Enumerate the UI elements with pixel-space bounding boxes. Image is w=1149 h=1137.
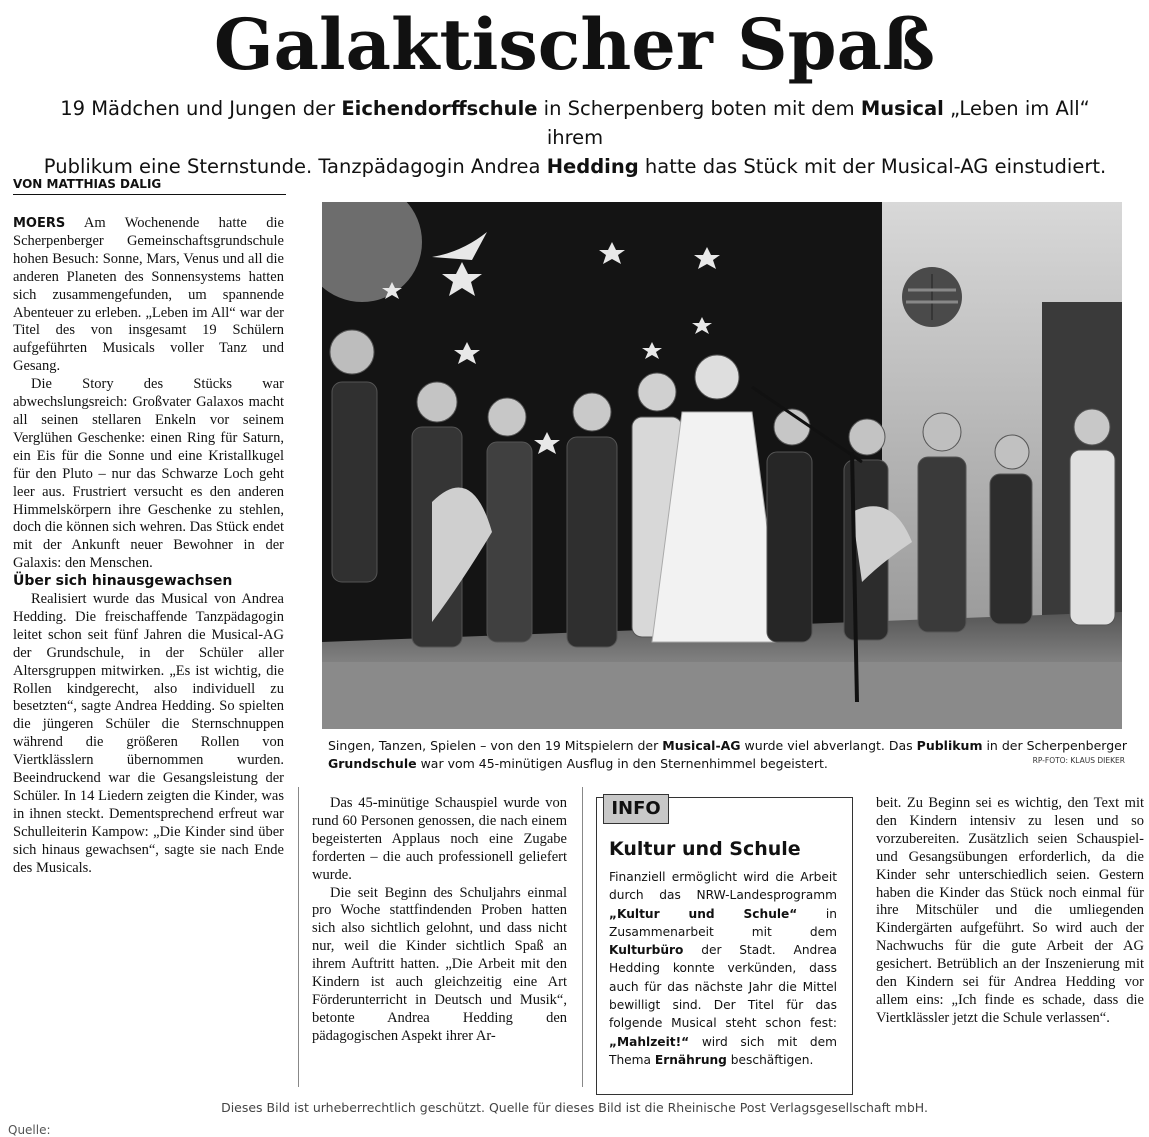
caption-bold: Publikum <box>916 738 983 753</box>
info-box <box>596 797 853 1095</box>
deck-bold: Eichendorffschule <box>341 97 538 120</box>
info-bold: Ernährung <box>654 1052 727 1067</box>
info-text-part: beschäftigen. <box>726 1052 814 1067</box>
copyright-notice: Dieses Bild ist urheberrechtlich geschützt. Quelle für dieses Bild ist die Rheinische Post Verlagsgesellschaft mbH. <box>221 1100 928 1115</box>
photo-caption <box>328 737 1128 773</box>
deck-text: 19 Mädchen und Jungen der <box>60 97 342 120</box>
paragraph: Die Story des Stücks war abwechslungsreich: Großvater Galaxos macht all seinen stellaren Enkeln vor seinem Verglühen Geschenke: einen Ring für Saturn, ein Eis für die Sonne und eine Kristallkugel für den Pluto – nur das Schwarze Loch geht leer aus. Frustriert versucht es den anderen Himmelskörpern ihre Geschenke zu stehlen, doch die können sich wehren. Das Stück endet mit der Ankunft neuer Bewohner in der Galaxis: den Menschen. <box>13 376 284 572</box>
paragraph: Realisiert wurde das Musical von Andrea Hedding. Die freischaffende Tanzpädagogin leitet schon seit fünf Jahren die Musical-AG der Grundschule, in der Schüler aller Altersgruppen mitwirken. „Es ist wichtig, die Rollen kindgerecht, also individuell zu besetzten“, sagte Andrea Hedding. So spielten die jüngeren Schüler die Sternschnuppen während die größeren Rollen von Viertklässlern übernommen wurden. Beeindruckend war die Gesangsleistung der Schüler. In 14 Liedern zeigten die Kinder, was in ihnen steckt. Dementsprechend erfreut war Schulleiterin Kampow: „Die Kinder sind über sich hinaus gewachsen“, sagte sie nach Ende des Musicals. <box>13 591 284 876</box>
deck-bold: Musical <box>860 97 944 120</box>
caption-bold: Grundschule <box>328 756 417 771</box>
byline: VON MATTHIAS DALIG <box>13 177 286 195</box>
deck-bold: Hedding <box>546 155 639 178</box>
source-label: Quelle: <box>8 1123 51 1137</box>
info-text <box>609 868 837 1069</box>
deck-text: hatte das Stück mit der Musical-AG einstudiert. <box>638 155 1107 178</box>
deck-text: in Scherpenberg boten mit dem <box>537 97 861 120</box>
photo-credit: RP-FOTO: KLAUS DIEKER <box>1032 756 1125 765</box>
stage-photo-illustration <box>322 202 1122 729</box>
article-column-4 <box>876 795 1144 1028</box>
stage-photo <box>322 202 1122 729</box>
caption-text: Singen, Tanzen, Spielen – von den 19 Mitspielern der <box>328 738 663 753</box>
paragraph-text: Am Wochenende hatte die Scherpenberger Gemeinschaftsgrundschule hohen Besuch: Sonne, Mars, Venus und all die anderen Planeten des Sonnensystems hatten sich zusammengefunden, um spannende Abenteuer zu erleben. „Leben im All“ war der Titel des von insgesamt 19 Schülern aufgeführten Musicals voller Tanz und Gesang. <box>13 215 284 375</box>
info-bold: „Kultur und Schule“ <box>609 906 798 921</box>
article-column-1 <box>13 215 284 878</box>
subheading: Über sich hinausgewachsen <box>13 573 233 590</box>
info-text-part: der Stadt. Andrea Hedding konnte verkünden, dass auch für das nächste Jahr die Mittel bewilligt sind. Der Titel für das folgende Musical steht schon fest: <box>609 943 837 1031</box>
caption-text: in der Scherpenberger <box>982 738 1127 753</box>
paragraph: Die seit Beginn des Schuljahrs einmal pro Woche stattfindenden Proben hatten sich also sichtlich gelohnt, und dass nicht nur, weil die Kinder sichtlich Spaß an ihrem Auftritt hatten. „Die Arbeit mit den Kindern ist auch gleichzeitig eine Art Förderunterricht in Deutsch und Musik“, betonte Andrea Hedding den pädagogischen Aspekt ihrer Ar- <box>312 884 567 1044</box>
info-text-part: in Zusammenarbeit mit dem <box>609 906 837 939</box>
dateline: MOERS <box>13 216 66 231</box>
paragraph: beit. Zu Beginn sei es wichtig, den Text mit den Kindern intensiv zu lesen und so vorzubereiten. Zusätzlich seien Schauspiel- und Gesangsübungen erforderlich, da die Kinder sehr unterschiedlich seien. Gestern haben die Kinder das Stück noch einmal für ihre Mitschüler und die umliegenden Kindergärten aufgeführt. So wird auch der Nachwuchs für die gute Arbeit der AG gesichert. Betrüblich an der Inszenierung mit den Kindern sei für Andrea Hedding vor allem eins: „Ich finde es schade, dass die Viertklässler jetzt die Schule verlassen“. <box>876 795 1144 1026</box>
caption-bold: Musical-AG <box>662 738 741 753</box>
deck-text: „Leben im All“ ihrem <box>546 97 1090 149</box>
deck-text: Publikum eine Sternstunde. Tanzpädagogin Andrea <box>43 155 547 178</box>
paragraph: Das 45-minütige Schauspiel wurde von rund 60 Personen genossen, die nach einem begeisterten Applaus noch eine Zugabe forderten – die auch professionell geliefert wurde. <box>312 795 567 883</box>
caption-text: wurde viel abverlangt. Das <box>740 738 917 753</box>
info-text-part: wird sich mit dem Thema <box>609 1034 837 1067</box>
paragraph <box>13 215 284 376</box>
deck <box>40 94 1110 181</box>
column-divider <box>298 787 299 1087</box>
article-column-2 <box>312 795 567 1046</box>
info-title: Kultur und Schule <box>609 838 801 860</box>
info-bold: Kulturbüro <box>609 943 684 958</box>
info-bold: „Mahlzeit!“ <box>609 1034 690 1049</box>
info-text-part: Finanziell ermöglicht wird die Arbeit durch das NRW-Landesprogramm <box>609 870 837 903</box>
column-divider <box>582 787 583 1087</box>
info-tag: INFO <box>603 794 669 824</box>
caption-text: war vom 45-minütigen Ausflug in den Sternenhimmel begeistert. <box>416 756 828 771</box>
headline: Galaktischer Spaß <box>213 3 936 86</box>
